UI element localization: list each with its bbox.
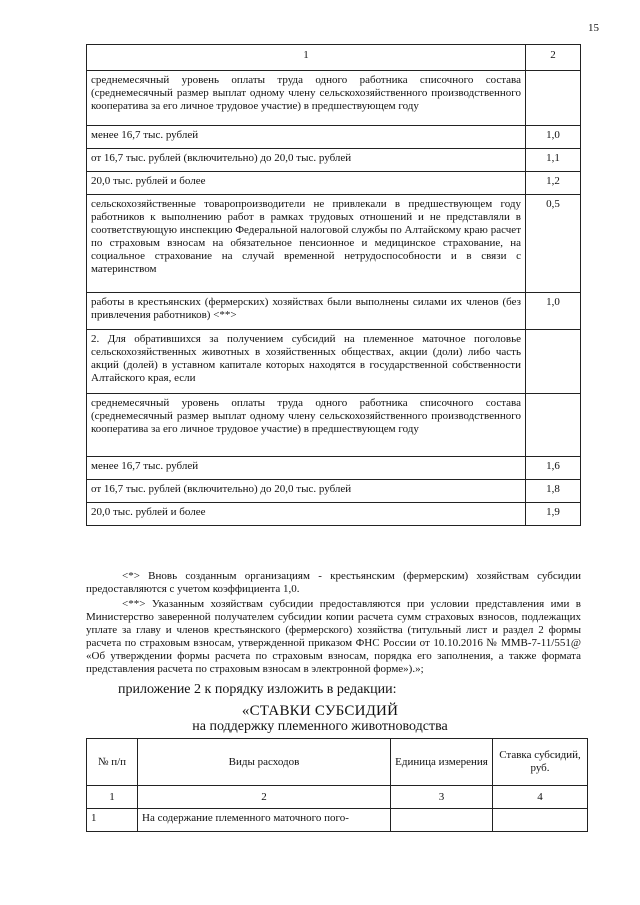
table-row xyxy=(87,172,581,195)
row-text: сельскохозяйственные товаропроизводители не привлекали в предшествующем году работников к выполнению работ в рамках трудовых отношений и не представляли в соответствующую инспекцию Федеральной налоговой службы по Алтайскому краю расчет по страховым взносам на обязательное пенсионное и медицинское страхование, на социальное страхование на случай временной нетрудоспособности и в связи с материнством xyxy=(87,195,526,293)
column-numbers-row xyxy=(87,786,588,809)
row-text: среднемесячный уровень оплаты труда одного работника списочного состава (среднемесячный размер выплат одному члену сельскохозяйственного производственного кооператива за его личное трудовое участие) в предшествующем году xyxy=(87,394,526,457)
appendix-intro: приложение 2 к порядку изложить в редакции: xyxy=(118,682,397,697)
header-num: № п/п xyxy=(87,739,138,786)
page-number: 15 xyxy=(588,22,599,34)
table-row xyxy=(87,457,581,480)
col-number: 3 xyxy=(391,786,493,809)
header-cell: 1 xyxy=(87,45,526,71)
row-value xyxy=(526,71,581,126)
row-value: 1,0 xyxy=(526,293,581,330)
table-row xyxy=(87,149,581,172)
row-text: 20,0 тыс. рублей и более xyxy=(87,503,526,526)
coefficients-table xyxy=(86,44,581,526)
footnote-2: <**> Указанным хозяйствам субсидии предоставляются при условии представления ими в Министерство заверенной получателем субсидии копии расчета сумм страховых взносов, подлежащих уплате за главу и членов крестьянского (фермерского) хозяйства (титульный лист и раздел 2 формы расчета по страховым взносам, утвержденной приказом ФНС России от 10.10.2016 № ММВ-7-11/551@ «Об утверждении формы расчета по страховым взносам, порядка его заполнения, а также формата представления расчета по страховым взносам в электронной форме»).»; xyxy=(86,598,581,675)
row-value: 0,5 xyxy=(526,195,581,293)
row-value: 1,6 xyxy=(526,457,581,480)
row-kind: На содержание племенного маточного пого- xyxy=(138,809,391,832)
col-number: 1 xyxy=(87,786,138,809)
row-value xyxy=(526,394,581,457)
table-row xyxy=(87,71,581,126)
row-text: 20,0 тыс. рублей и более xyxy=(87,172,526,195)
section-title: «СТАВКИ СУБСИДИЙ xyxy=(241,703,399,719)
table-row xyxy=(87,394,581,457)
row-num: 1 xyxy=(87,809,138,832)
row-value xyxy=(526,330,581,394)
row-text: менее 16,7 тыс. рублей xyxy=(87,126,526,149)
row-text: от 16,7 тыс. рублей (включительно) до 20,0 тыс. рублей xyxy=(87,480,526,503)
table-row xyxy=(87,503,581,526)
row-value: 1,2 xyxy=(526,172,581,195)
footnotes xyxy=(86,570,581,676)
row-value: 1,9 xyxy=(526,503,581,526)
row-text: от 16,7 тыс. рублей (включительно) до 20,0 тыс. рублей xyxy=(87,149,526,172)
table-row xyxy=(87,293,581,330)
table-header-row xyxy=(87,739,588,786)
subsidy-rates-table xyxy=(86,738,588,832)
row-value: 1,1 xyxy=(526,149,581,172)
table-row xyxy=(87,330,581,394)
table-row xyxy=(87,809,588,832)
col-number: 2 xyxy=(138,786,391,809)
row-value: 1,8 xyxy=(526,480,581,503)
header-unit: Единица измерения xyxy=(391,739,493,786)
row-text: работы в крестьянских (фермерских) хозяйствах были выполнены силами их членов (без привлечения работников) <**> xyxy=(87,293,526,330)
header-kind: Виды расходов xyxy=(138,739,391,786)
section-subtitle: на поддержку племенного животноводства xyxy=(192,719,448,734)
row-value: 1,0 xyxy=(526,126,581,149)
table-header-row xyxy=(87,45,581,71)
col-number: 4 xyxy=(493,786,588,809)
footnote-1: <*> Вновь созданным организациям - крестьянским (фермерским) хозяйствам субсидии предоставляются с учетом коэффициента 1,0. xyxy=(86,570,581,595)
row-text: 2. Для обратившихся за получением субсидий на племенное маточное поголовье сельскохозяйственных животных в хозяйственных обществах, акции (доли) либо часть акций (долей) в уставном капитале которых находятся в государственной собственности Алтайского края, если xyxy=(87,330,526,394)
row-text: среднемесячный уровень оплаты труда одного работника списочного состава (среднемесячный размер выплат одному члену сельскохозяйственного производственного кооператива за его личное трудовое участие) в предшествующем году xyxy=(87,71,526,126)
header-rate: Ставка субсидий, руб. xyxy=(493,739,588,786)
table-row xyxy=(87,126,581,149)
header-cell: 2 xyxy=(526,45,581,71)
table-row xyxy=(87,195,581,293)
row-rate xyxy=(493,809,588,832)
row-text: менее 16,7 тыс. рублей xyxy=(87,457,526,480)
row-unit xyxy=(391,809,493,832)
table-row xyxy=(87,480,581,503)
